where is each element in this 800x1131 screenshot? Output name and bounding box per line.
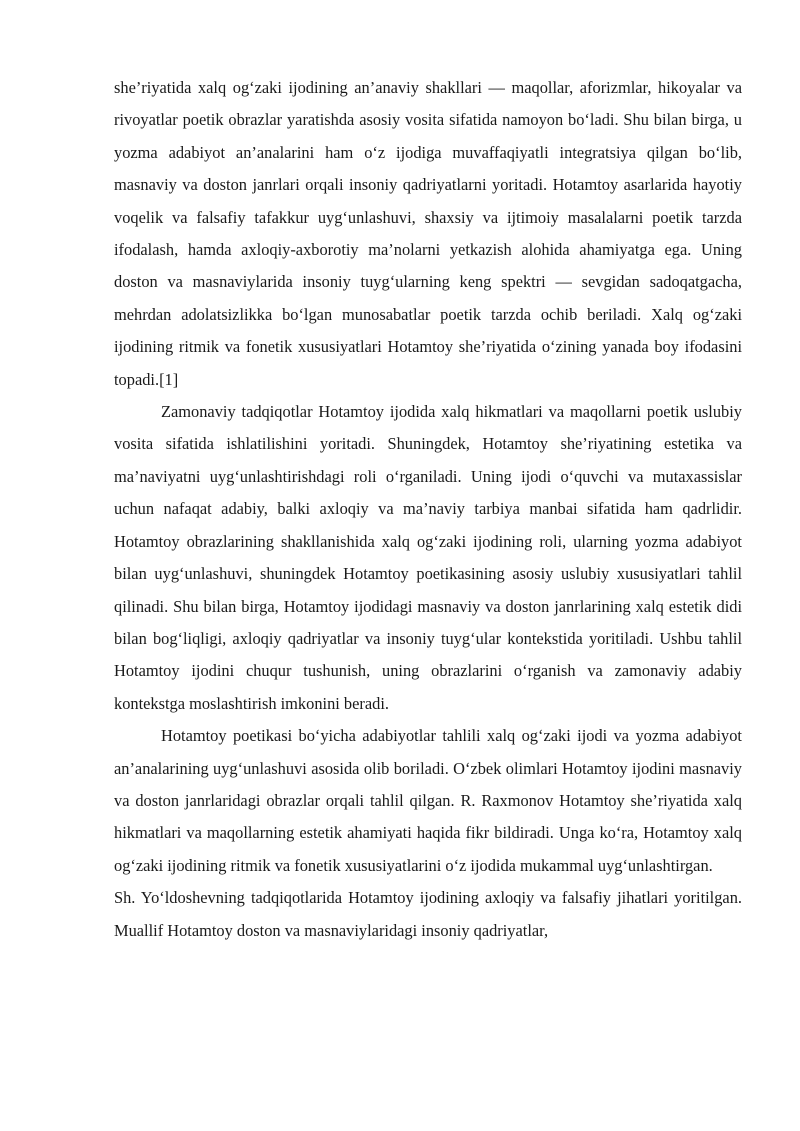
paragraph: Hotamtoy poetikasi bo‘yicha adabiyotlar tahlili xalq og‘zaki ijodi va yozma adabiyot an’analarining uyg‘unlashuvi asosida olib boriladi. O‘zbek olimlari Hotamtoy ijodini masnaviy va doston janrlaridagi obrazlar orqali tahlil qilgan. R. Raxmonov Hotamtoy she’riyatida xalq hikmatlari va maqollarning estetik ahamiyati haqida fikr bildiradi. Unga ko‘ra, Hotamtoy xalq og‘zaki ijodining ritmik va fonetik xususiyatlarini o‘z ijodida mukammal uyg‘unlashtirgan.	[114, 726, 742, 875]
paragraph: Sh. Yo‘ldoshevning tadqiqotlarida Hotamtoy ijodining axloqiy va falsafiy jihatlari yoritilgan. Muallif Hotamtoy doston va masnaviylaridagi insoniy qadriyatlar,	[114, 888, 742, 940]
document-page	[114, 72, 742, 947]
paragraph: she’riyatida xalq og‘zaki ijodining an’anaviy shakllari — maqollar, aforizmlar, hikoyalar va rivoyatlar poetik obrazlar yaratishda asosiy vosita sifatida namoyon bo‘ladi. Shu bilan birga, u yozma adabiyot an’analarini ham o‘z ijodiga muvaffaqiyatli integratsiya qilgan bo‘lib, masnaviy va doston janrlari orqali insoniy qadriyatlarni yoritadi. Hotamtoy asarlarida hayotiy voqelik va falsafiy tafakkur uyg‘unlashuvi, shaxsiy va ijtimoiy masalalarni poetik tarzda ifodalash, hamda axloqiy-axborotiy ma’nolarni yetkazish alohida ahamiyatga ega. Uning doston va masnaviylarida insoniy tuyg‘ularning keng spektri — sevgidan sadoqatgacha, mehrdan adolatsizlikka bo‘lgan munosabatlar poetik tarzda ochib beriladi. Xalq og‘zaki ijodining ritmik va fonetik xususiyatlari Hotamtoy she’riyatida o‘zining yanada boy ifodasini topadi.[1]	[114, 78, 742, 389]
paragraph: Zamonaviy tadqiqotlar Hotamtoy ijodida xalq hikmatlari va maqollarni poetik uslubiy vosita sifatida ishlatilishini yoritadi. Shuningdek, Hotamtoy she’riyatining estetika va ma’naviyatni uyg‘unlashtirishdagi roli o‘rganiladi. Uning ijodi o‘quvchi va mutaxassislar uchun nafaqat adabiy, balki axloqiy va ma’naviy tarbiya manbai sifatida ham qadrlidir. Hotamtoy obrazlarining shakllanishida xalq og‘zaki ijodining roli, ularning yozma adabiyot bilan uyg‘unlashuvi, shuningdek Hotamtoy poetikasining asosiy uslubiy xususiyatlari tahlil qilinadi. Shu bilan birga, Hotamtoy ijodidagi masnaviy va doston janrlarining xalq estetik didi bilan bog‘liqligi, axloqiy qadriyatlar va insoniy tuyg‘ular kontekstida yoritiladi. Ushbu tahlil Hotamtoy ijodini chuqur tushunish, uning obrazlarini o‘rganish va zamonaviy adabiy kontekstga moslashtirish imkonini beradi.	[114, 402, 742, 713]
